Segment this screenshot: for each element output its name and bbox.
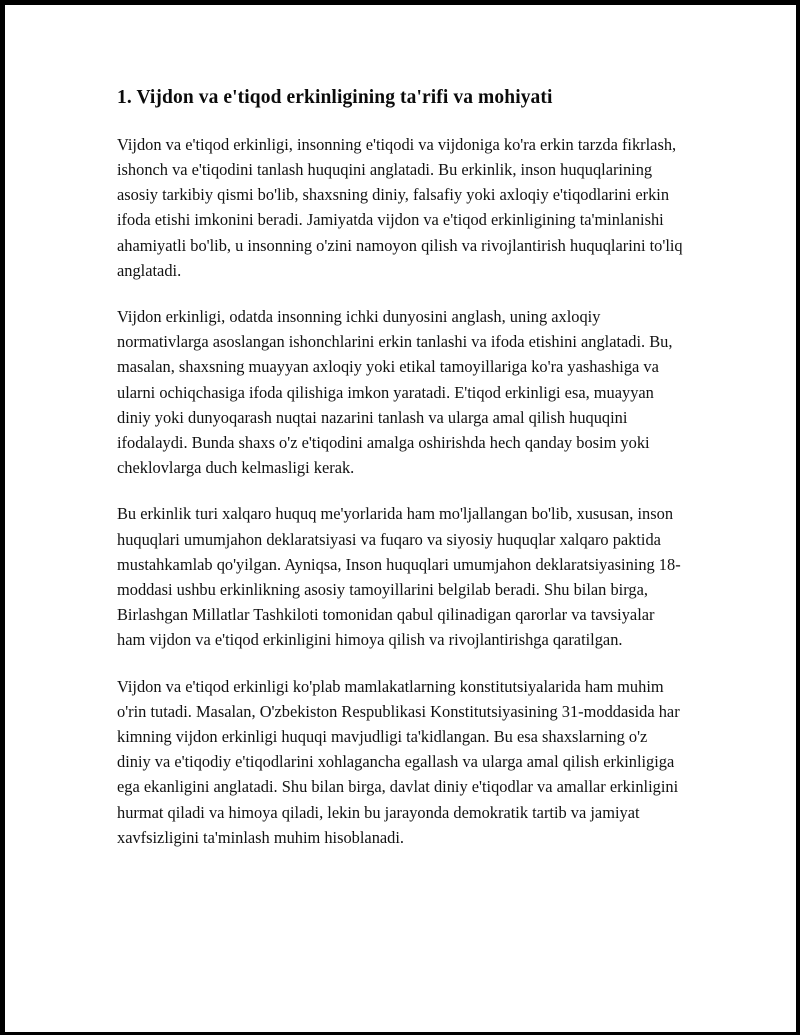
document-page	[5, 5, 796, 1032]
body-paragraph: Vijdon va e'tiqod erkinligi, insonning e'tiqodi va vijdoniga ko'ra erkin tarzda fikrlash, ishonch va e'tiqodini tanlash huquqini anglatadi. Bu erkinlik, inson huquqlarining asosiy tarkibiy qismi bo'lib, shaxsning diniy, falsafiy yoki axloqiy e'tiqodlarini erkin ifoda etishi imkonini beradi. Jamiyatda vijdon va e'tiqod erkinligining ta'minlanishi ahamiyatli bo'lib, u insonning o'zini namoyon qilish va rivojlantirish huquqlarini to'liq anglatadi.	[117, 134, 683, 280]
section-heading: 1. Vijdon va e'tiqod erkinligining ta'rifi va mohiyati	[117, 87, 553, 108]
document-content	[117, 85, 685, 850]
body-paragraph: Vijdon va e'tiqod erkinligi ko'plab mamlakatlarning konstitutsiyalarida ham muhim o'rin tutadi. Masalan, O'zbekiston Respublikasi Konstitutsiyasining 31-moddasida har kimning vijdon erkinligi huquqi mavjudligi ta'kidlangan. Bu esa shaxslarning o'z diniy va e'tiqodiy e'tiqodlarini xohlagancha egallash va ularga amal qilish erkinligiga ega ekanligini anglatadi. Shu bilan birga, davlat diniy e'tiqodlar va amallar erkinligini hurmat qiladi va himoya qiladi, lekin bu jarayonda demokratik tartib va jamiyat xavfsizligini ta'minlash muhim hisoblanadi.	[117, 676, 680, 847]
body-paragraph: Bu erkinlik turi xalqaro huquq me'yorlarida ham mo'ljallangan bo'lib, xususan, inson huquqlari umumjahon deklaratsiyasi va fuqaro va siyosiy huquqlar xalqaro paktida mustahkamlab qo'yilgan. Ayniqsa, Inson huquqlari umumjahon deklaratsiyasining 18-moddasi ushbu erkinlikning asosiy tamoyillarini belgilab beradi. Shu bilan birga, Birlashgan Millatlar Tashkiloti tomonidan qabul qilinadigan qarorlar va tavsiyalar ham vijdon va e'tiqod erkinligini himoya qilish va rivojlantirishga qaratilgan.	[117, 504, 681, 650]
body-paragraph: Vijdon erkinligi, odatda insonning ichki dunyosini anglash, uning axloqiy normativlarga asoslangan ishonchlarini erkin tanlashi va ifoda etishini anglatadi. Bu, masalan, shaxsning muayyan axloqiy yoki etikal tamoyillariga ko'ra yashashiga va ularni ochiqchasiga ifoda qilishiga imkon yaratadi. E'tiqod erkinligi esa, muayyan diniy yoki dunyoqarash nuqtai nazarini tanlash va ularga amal qilish huquqini ifodalaydi. Bunda shaxs o'z e'tiqodini amalga oshirishda hech qanday bosim yoki cheklovlarga duch kelmasligi kerak.	[117, 306, 673, 478]
